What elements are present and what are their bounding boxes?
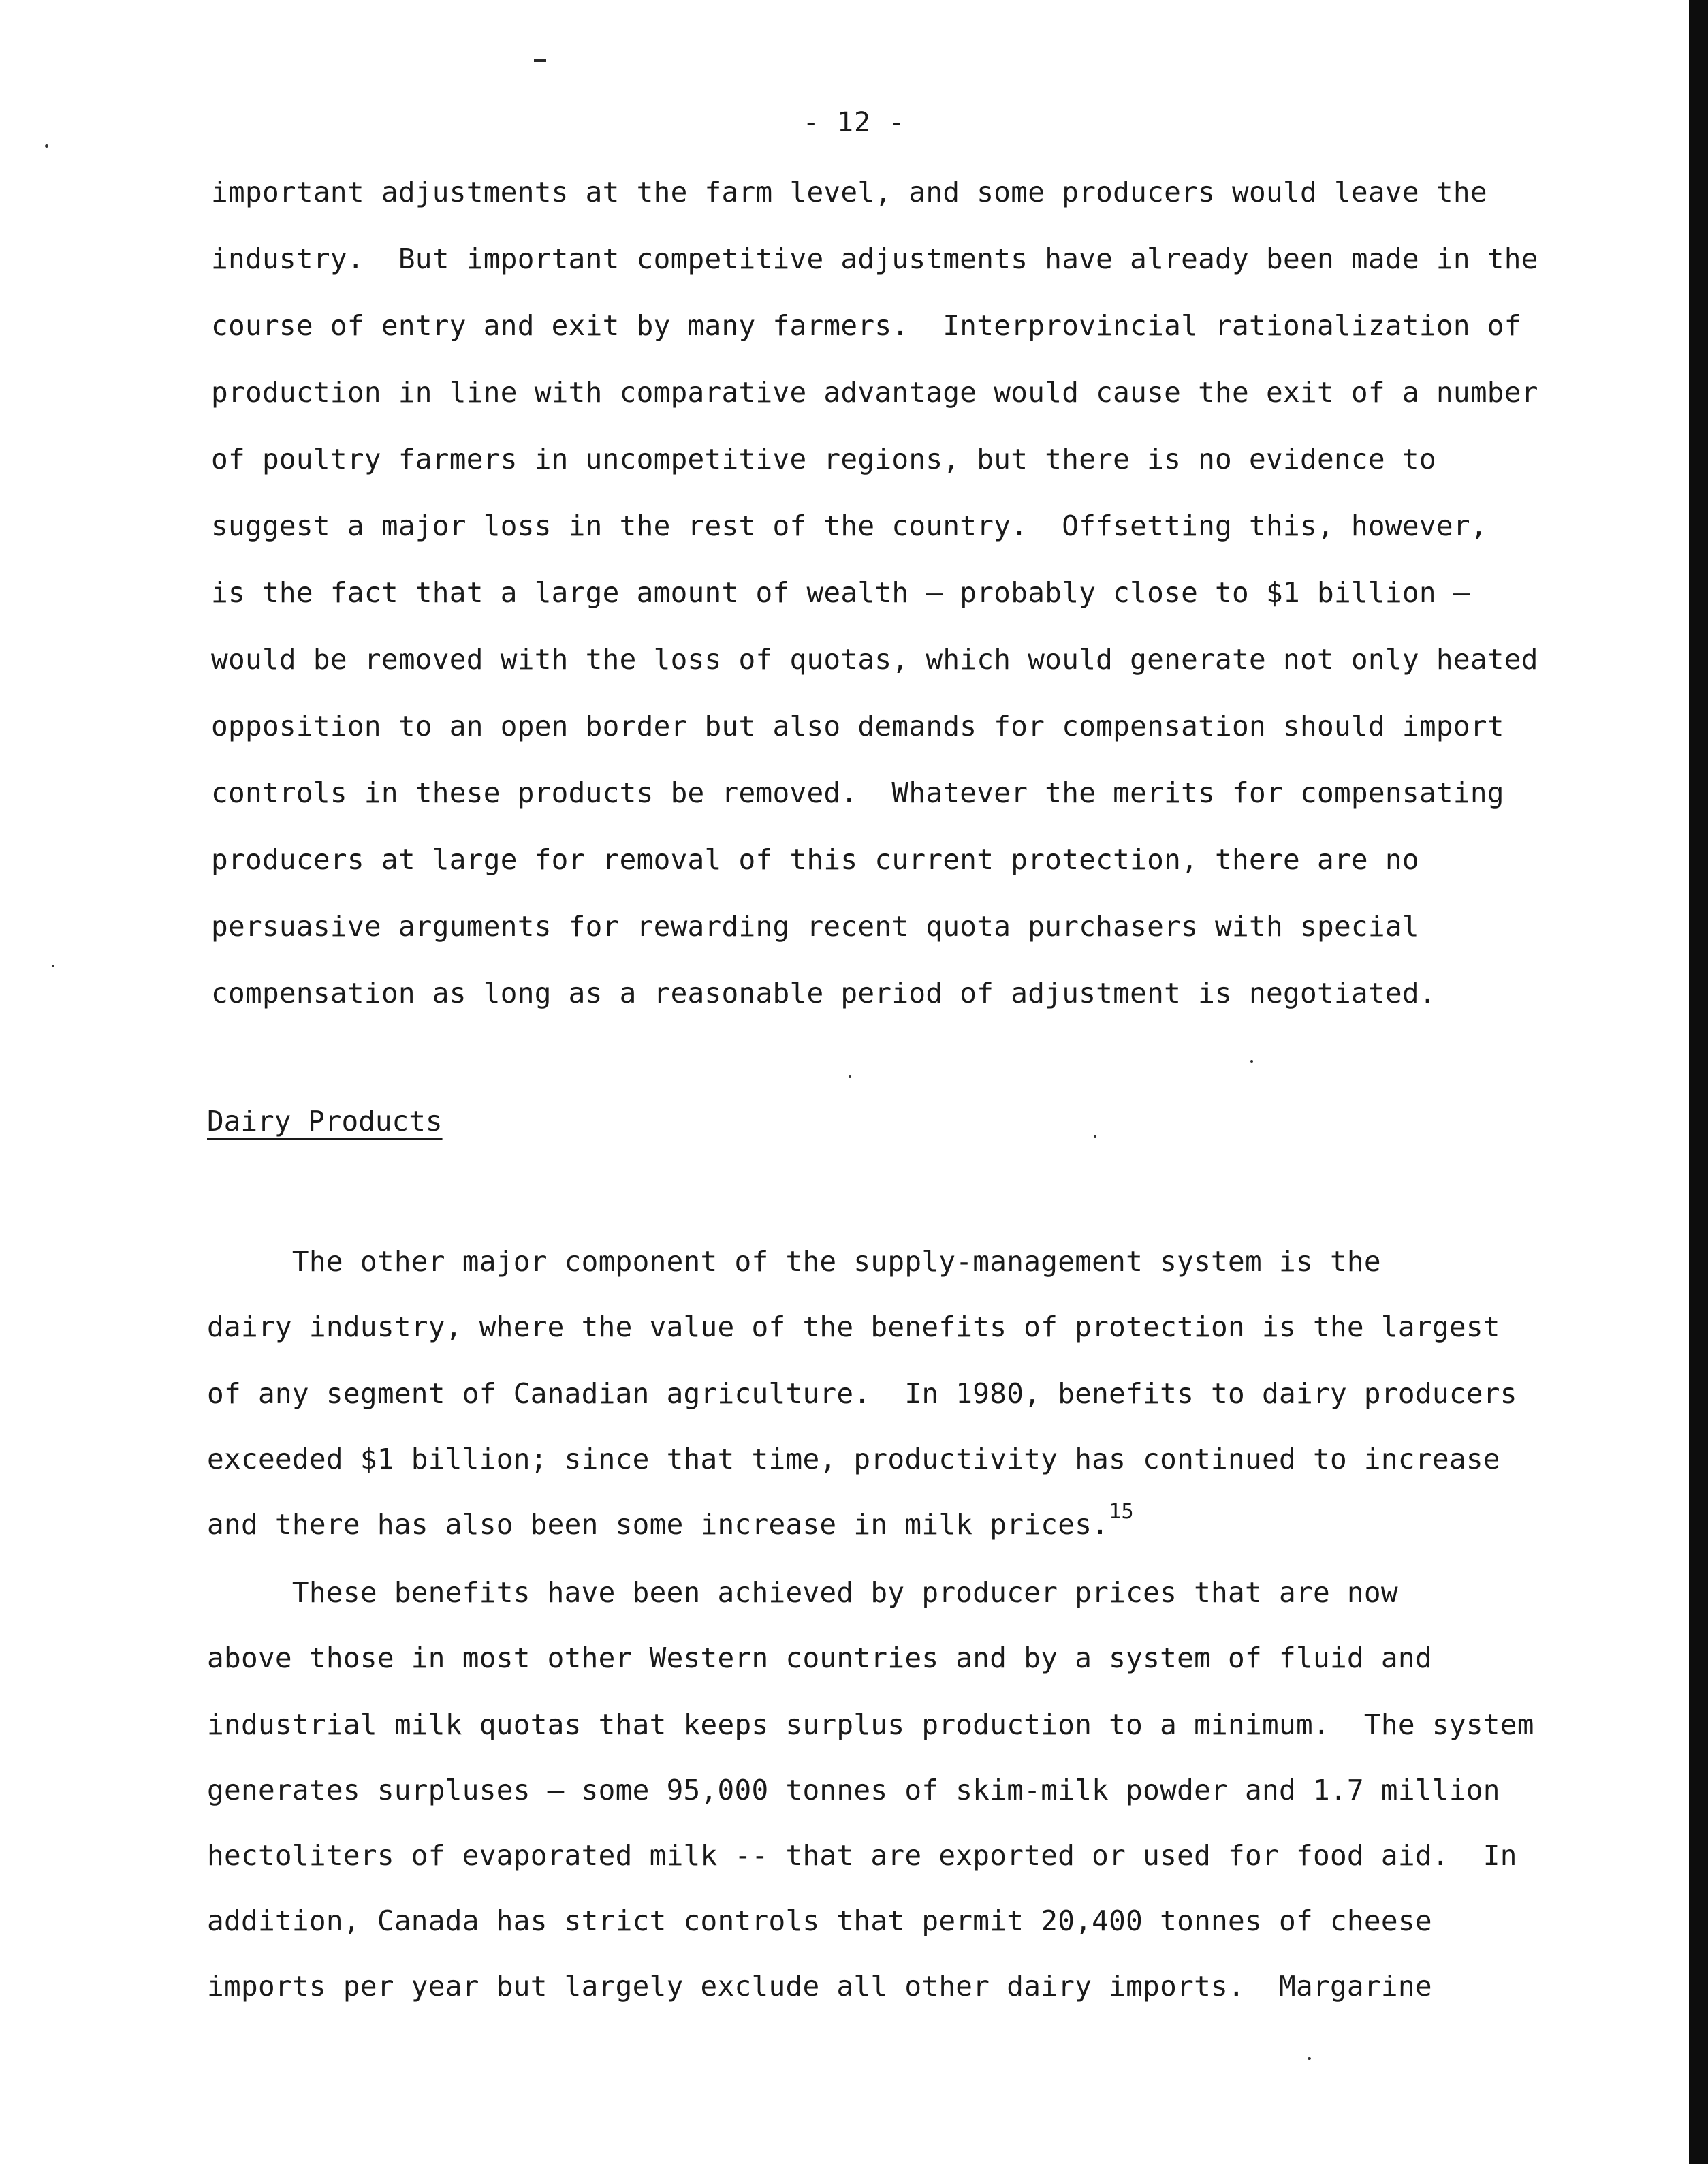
text-line: is the fact that a large amount of wealth — probably close to $1 billion — (211, 576, 1470, 609)
text-line: imports per year but largely exclude all other dairy imports. Margarine (207, 1970, 1432, 2003)
text-line: of poultry farmers in uncompetitive regions, but there is no evidence to (211, 443, 1436, 475)
scan-speck (52, 965, 54, 967)
scan-speck (849, 1075, 851, 1078)
text-line: of any segment of Canadian agriculture. In 1980, benefits to dairy producers (207, 1377, 1517, 1410)
text-line-content: and there has also been some increase in milk prices. (207, 1508, 1109, 1541)
text-line: would be removed with the loss of quotas, which would generate not only heated (211, 643, 1538, 676)
text-line: opposition to an open border but also demands for compensation should import (211, 710, 1504, 742)
text-line: addition, Canada has strict controls that permit 20,400 tonnes of cheese (207, 1904, 1432, 1937)
text-line: generates surpluses — some 95,000 tonnes of skim-milk powder and 1.7 million (207, 1774, 1500, 1806)
section-heading: Dairy Products (207, 1105, 443, 1138)
text-line: course of entry and exit by many farmers. Interprovincial rationalization of (211, 309, 1521, 342)
text-line: These benefits have been achieved by producer prices that are now (207, 1576, 1398, 1609)
scan-speck (1094, 1135, 1096, 1138)
scan-speck (1308, 2057, 1311, 2060)
text-line (207, 1500, 1708, 1545)
text-line: industry. But important competitive adjustments have already been made in the (211, 242, 1538, 275)
text-line: dairy industry, where the value of the benefits of protection is the largest (207, 1311, 1500, 1343)
page-number: - 12 - (802, 107, 906, 138)
text-line: important adjustments at the farm level, and some producers would leave the (211, 176, 1487, 208)
scan-speck (45, 144, 48, 148)
text-line: above those in most other Western countries and by a system of fluid and (207, 1642, 1432, 1674)
text-line: persuasive arguments for rewarding recent quota purchasers with special (211, 910, 1419, 943)
text-line: controls in these products be removed. Whatever the merits for compensating (211, 777, 1504, 809)
scan-mark (534, 59, 546, 62)
text-line: producers at large for removal of this current protection, there are no (211, 843, 1419, 876)
text-line: production in line with comparative advantage would cause the exit of a number (211, 376, 1538, 409)
text-line: The other major component of the supply-management system is the (207, 1245, 1381, 1278)
text-line: exceeded $1 billion; since that time, productivity has continued to increase (207, 1443, 1500, 1475)
text-line: hectoliters of evaporated milk -- that are exported or used for food aid. In (207, 1839, 1517, 1872)
text-line: suggest a major loss in the rest of the country. Offsetting this, however, (211, 509, 1487, 542)
footnote-reference: 15 (1109, 1500, 1134, 1524)
text-line: compensation as long as a reasonable period of adjustment is negotiated. (211, 977, 1436, 1009)
text-line: industrial milk quotas that keeps surplus production to a minimum. The system (207, 1708, 1534, 1741)
scan-speck (1250, 1060, 1253, 1063)
